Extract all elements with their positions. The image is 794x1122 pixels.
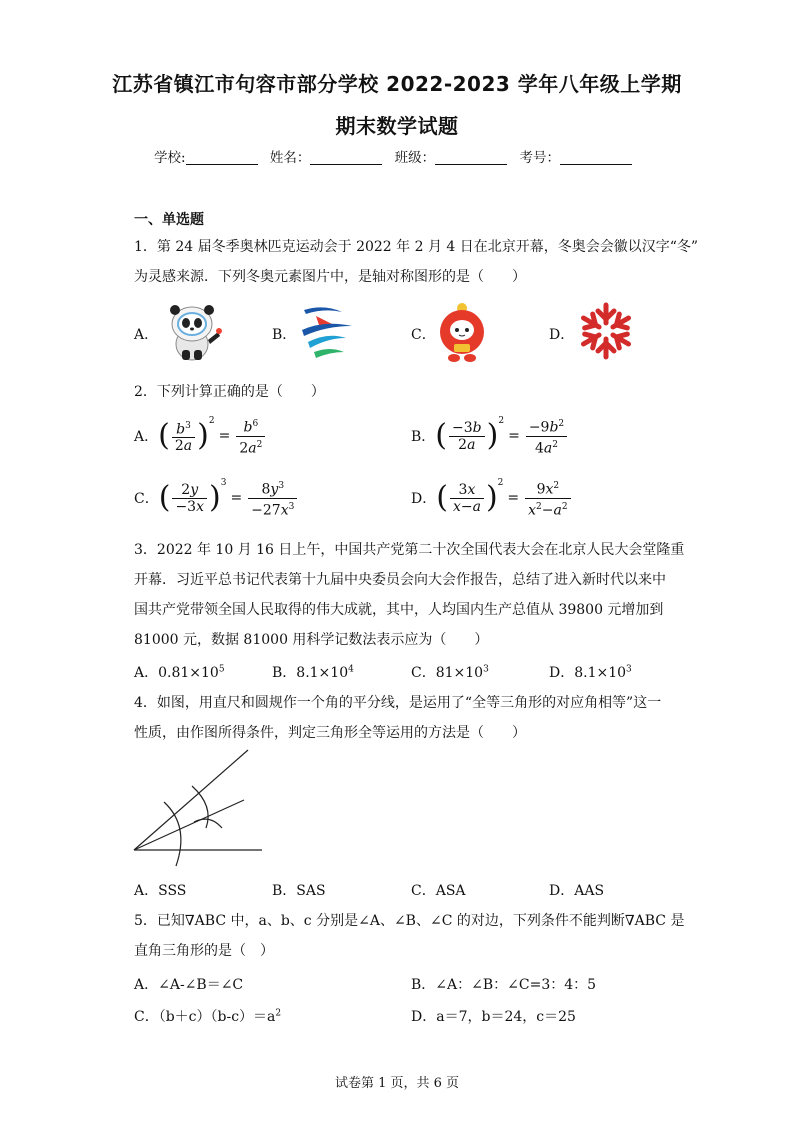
- school-blank[interactable]: [186, 150, 258, 165]
- lantern-mascot-image: [432, 300, 492, 364]
- angle-bisector-figure: [128, 748, 268, 872]
- exam-title-line1: 江苏省镇江市句容市部分学校 2022-2023 学年八年级上学期: [112, 72, 682, 96]
- q2-option-d[interactable]: D． ( $\frac{3x}{x-a}$ ) $^2$ = $\frac{9x^2}{x^2-a^2}$: [411, 478, 573, 518]
- q2-option-c[interactable]: C． ( $\frac{2y}{-3x}$ ) $^3$ = $\frac{8y^3}{-27x^3}$: [134, 478, 299, 518]
- q1-option-a-label: A．: [134, 327, 159, 343]
- q3-option-d[interactable]: D．$8.1\times 10^3$: [549, 664, 632, 681]
- q5-option-b[interactable]: B．∠A：∠B：∠C=3：4：5: [411, 977, 597, 993]
- q4-option-b[interactable]: B．SAS: [272, 883, 326, 899]
- winter-olympics-emblem-image: [294, 302, 356, 360]
- q1-stem-line2: 为灵感来源．下列冬奥元素图片中，是轴对称图形的是（ ）: [134, 269, 526, 285]
- q3-stem-line4: 81000 元，数据 81000 用科学记数法表示应为（ ）: [134, 632, 489, 648]
- q2-option-a[interactable]: A． ( $\frac{b^3}{2a}$ ) $^2$ = $\frac{b^6}{2a^2}$: [134, 416, 267, 456]
- class-blank[interactable]: [435, 150, 507, 165]
- q3-stem-line1: 3．2022 年 10 月 16 日上午，中国共产党第二十次全国代表大会在北京人民大会堂隆重: [134, 542, 685, 558]
- panda-mascot-image: [160, 302, 226, 362]
- q2-option-b[interactable]: B． ( $\frac{-3b}{2a}$ ) $^2$ = $\frac{-9b^2}{4a^2}$: [411, 416, 569, 456]
- name-label: 姓名：: [269, 150, 311, 166]
- q1-option-d-label: D．: [549, 327, 575, 343]
- q3-stem-line3: 国共产党带领全国人民取得的伟大成就，其中，人均国内生产总值从 39800 元增加到: [134, 602, 664, 618]
- q3-option-c[interactable]: C．$81\times 10^3$: [411, 664, 489, 681]
- snowflake-emblem-image: [574, 300, 638, 362]
- q5-option-a[interactable]: A．∠A-∠B＝∠C: [134, 977, 244, 993]
- exam-title-line2: 期末数学试题: [335, 114, 459, 138]
- exam-no-label: 考号：: [519, 150, 560, 166]
- school-label: 学校:: [154, 150, 186, 166]
- q5-stem-line2: 直角三角形的是（ ）: [134, 943, 274, 959]
- q2-stem: 2．下列计算正确的是（ ）: [134, 384, 325, 400]
- section-heading: 一、单选题: [134, 212, 204, 228]
- q3-option-a[interactable]: A．$0.81\times 10^5$: [134, 664, 225, 681]
- q4-option-d[interactable]: D．AAS: [549, 883, 605, 899]
- page-footer: 试卷第 1 页，共 6 页: [334, 1076, 460, 1091]
- exam-no-blank[interactable]: [560, 150, 632, 165]
- q3-option-b[interactable]: B．$8.1\times 10^4$: [272, 664, 354, 681]
- q1-option-c-label: C．: [411, 327, 436, 343]
- class-label: 班级：: [394, 150, 436, 166]
- q5-option-c[interactable]: C．$(b+c)(b-c)=a^2$: [134, 1008, 282, 1025]
- name-blank[interactable]: [310, 150, 382, 165]
- q3-stem-line2: 开幕．习近平总书记代表第十九届中央委员会向大会作报告，总结了进入新时代以来中: [134, 572, 666, 588]
- q5-option-d[interactable]: D．a＝7，b＝24，c＝25: [411, 1009, 576, 1025]
- q1-stem-line1: 1．第 24 届冬季奥林匹克运动会于 2022 年 2 月 4 日在北京开幕，冬奥会会徽以汉字“冬”: [134, 239, 699, 255]
- q4-option-a[interactable]: A．SSS: [134, 883, 187, 899]
- q4-stem-line2: 性质，由作图所得条件，判定三角形全等运用的方法是（ ）: [134, 725, 526, 741]
- student-info-row: [0, 146, 794, 166]
- q1-option-b-label: B．: [272, 327, 297, 343]
- q4-option-c[interactable]: C．ASA: [411, 883, 466, 899]
- q5-stem-line1: 5．已知∇ABC 中，a、b、c 分别是∠A、∠B、∠C 的对边，下列条件不能判断∇ABC 是: [134, 913, 685, 929]
- q4-stem-line1: 4．如图，用直尺和圆规作一个角的平分线，是运用了“全等三角形的对应角相等”这一: [134, 695, 662, 711]
